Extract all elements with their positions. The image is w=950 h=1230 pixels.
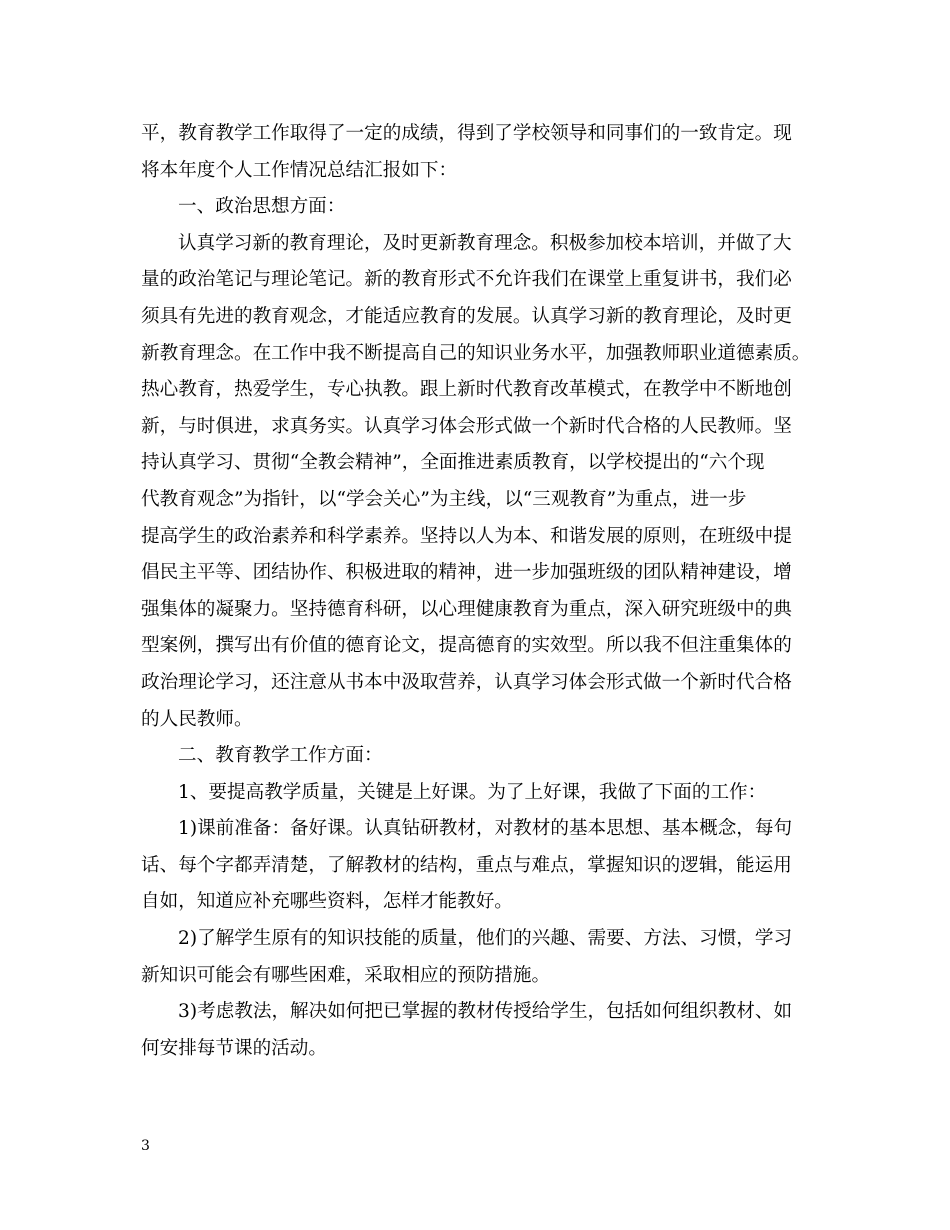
text-line: 倡民主平等、团结协作、积极进取的精神，进一步加强班级的团队精神建设，增: [141, 562, 792, 584]
section-heading: 二、教育教学工作方面：: [178, 745, 383, 767]
text-line: 新教育理念。在工作中我不断提高自己的知识业务水平，加强教师职业道德素质。: [141, 342, 811, 364]
text-line: 持认真学习、贯彻“全教会精神”，全面推进素质教育，以学校提出的“六个现: [141, 452, 765, 474]
text-line: 新知识可能会有哪些困难，采取相应的预防措施。: [141, 964, 551, 986]
text-line: 将本年度个人工作情况总结汇报如下：: [141, 159, 458, 181]
text-line: 须具有先进的教育观念，才能适应教育的发展。认真学习新的教育理论，及时更: [141, 305, 792, 327]
text-line: 的人民教师。: [141, 708, 253, 730]
text-line: 1、要提高教学质量，关键是上好课。为了上好课，我做了下面的工作：: [178, 781, 767, 803]
page-number: 3: [141, 1138, 150, 1154]
section-heading: 一、政治思想方面：: [178, 196, 346, 218]
text-line: 热心教育，热爱学生，专心执教。跟上新时代教育改革模式，在教学中不断地创: [141, 379, 792, 401]
text-line: 2)了解学生原有的知识技能的质量，他们的兴趣、需要、方法、习惯，学习: [178, 928, 793, 950]
text-line: 强集体的凝聚力。坚持德育科研，以心理健康教育为重点，深入研究班级中的典: [141, 598, 792, 620]
text-line: 代教育观念”为指针，以“学会关心”为主线，以“三观教育”为重点，进一步: [141, 488, 747, 510]
text-line: 平，教育教学工作取得了一定的成绩，得到了学校领导和同事们的一致肯定。现: [141, 123, 792, 144]
text-line: 认真学习新的教育理论，及时更新教育理念。积极参加校本培训，并做了大: [178, 232, 792, 254]
text-line: 新，与时俱进，求真务实。认真学习体会形式做一个新时代合格的人民教师。坚: [141, 415, 792, 437]
text-line: 政治理论学习，还注意从书本中汲取营养，认真学习体会形式做一个新时代合格: [141, 671, 792, 693]
text-line: 自如，知道应补充哪些资料，怎样才能教好。: [141, 891, 513, 913]
text-line: 何安排每节课的活动。: [141, 1037, 327, 1059]
text-line: 1)课前准备：备好课。认真钻研教材，对教材的基本思想、基本概念，每句: [178, 818, 793, 840]
document-body: [141, 116, 811, 1067]
text-line: 型案例，撰写出有价值的德育论文，提高德育的实效型。所以我不但注重集体的: [141, 635, 792, 657]
text-line: 量的政治笔记与理论笔记。新的教育形式不允许我们在课堂上重复讲书，我们必: [141, 269, 792, 291]
text-line: 话、每个字都弄清楚，了解教材的结构，重点与难点，掌握知识的逻辑，能运用: [141, 854, 792, 876]
text-line: 3)考虑教法，解决如何把已掌握的教材传授给学生，包括如何组织教材、如: [178, 1001, 793, 1023]
text-line: 提高学生的政治素养和科学素养。坚持以人为本、和谐发展的原则，在班级中提: [141, 525, 792, 547]
